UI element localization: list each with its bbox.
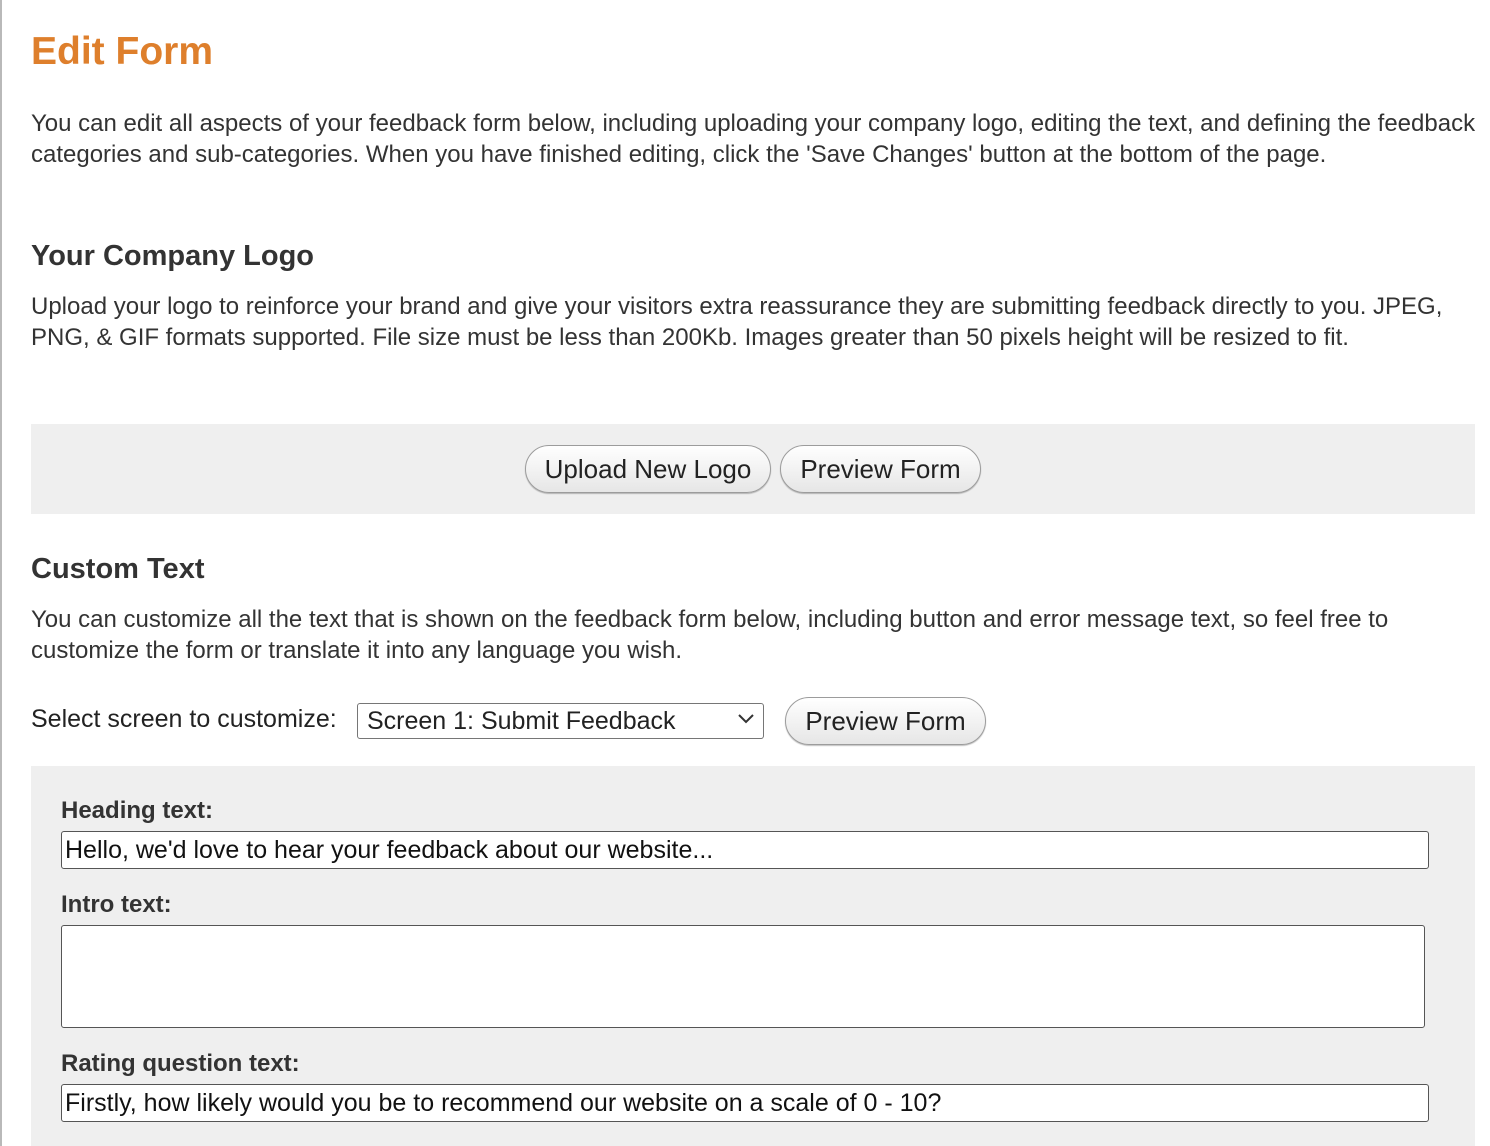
page-title: Edit Form (31, 30, 213, 73)
page-intro: You can edit all aspects of your feedback form below, including uploading your company logo, editing the text, and defining the feedback categories and sub-categories. When you have finished editing, click the 'Save Changes' button at the bottom of the page. (31, 110, 1476, 168)
logo-actions-bar (31, 424, 1475, 514)
preview-form-button[interactable]: Preview Form (780, 445, 981, 493)
heading-text-input[interactable] (61, 831, 1429, 869)
custom-text-panel (31, 766, 1475, 1146)
screen-select[interactable] (357, 703, 764, 739)
rating-question-label: Rating question text: (61, 1050, 300, 1077)
left-border (0, 0, 2, 1146)
heading-text-label: Heading text: (61, 797, 214, 824)
upload-logo-button[interactable]: Upload New Logo (525, 445, 771, 493)
screen-select-value: Screen 1: Submit Feedback (367, 707, 676, 735)
preview-form-button-2[interactable]: Preview Form (785, 697, 986, 745)
rating-question-input[interactable] (61, 1084, 1429, 1122)
custom-text-heading: Custom Text (31, 553, 205, 585)
intro-text-textarea[interactable] (61, 925, 1425, 1028)
chevron-down-icon (737, 710, 755, 728)
screen-select-label: Select screen to customize: (31, 705, 337, 733)
logo-section-heading: Your Company Logo (31, 240, 315, 272)
custom-text-description: You can customize all the text that is shown on the feedback form below, including button and error message text, so feel free to customize the form or translate it into any language you wish. (31, 606, 1389, 664)
logo-section-description: Upload your logo to reinforce your brand and give your visitors extra reassurance they are submitting feedback directly to you. JPEG, PNG, & GIF formats supported. File size must be less than 200Kb. Images greater than 50 pixels height will be resized to fit. (31, 293, 1443, 351)
intro-text-label: Intro text: (61, 891, 172, 918)
